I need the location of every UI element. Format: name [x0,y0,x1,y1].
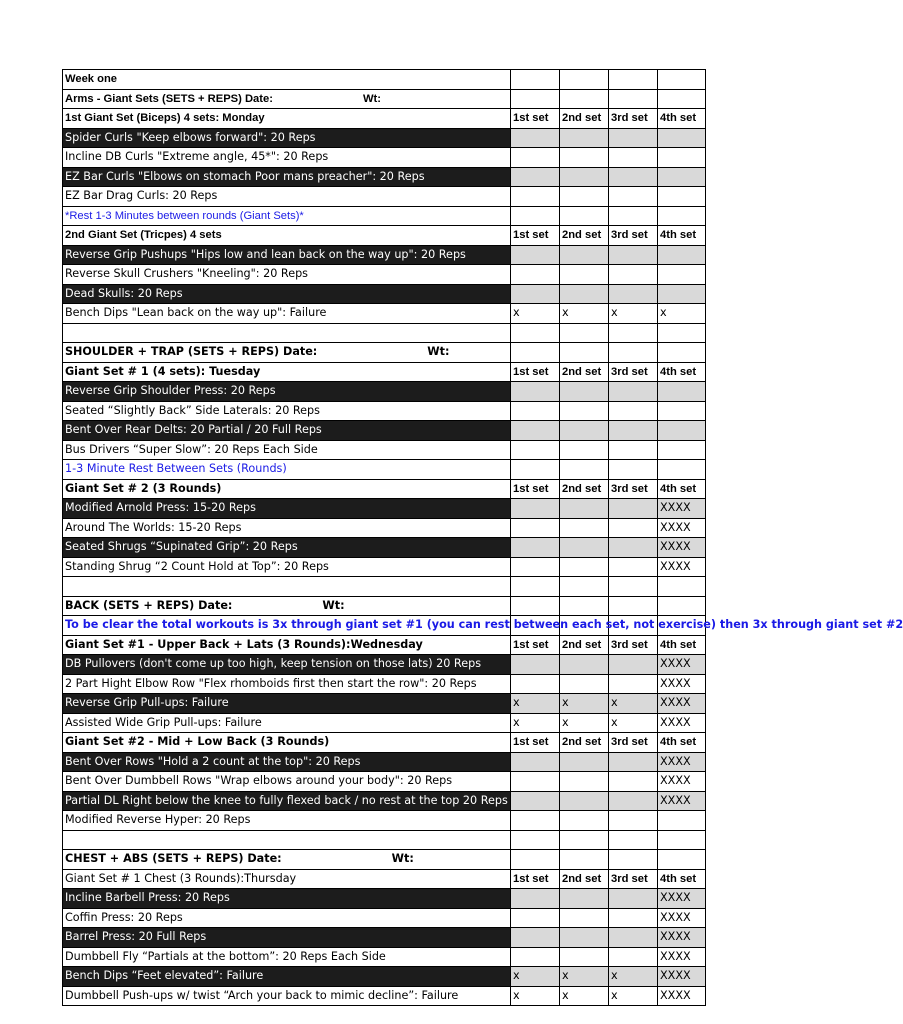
spacer-cell [511,577,560,597]
set-column-header: 3rd set [609,109,658,129]
set-cell[interactable] [609,674,658,694]
set-cell[interactable] [609,538,658,558]
set-column-header: 4th set [658,362,706,382]
set-column-header: 2nd set [560,109,609,129]
set-cell [609,596,658,616]
set-cell[interactable]: x [511,304,560,324]
set-cell[interactable]: x [560,967,609,987]
set-cell[interactable] [609,148,658,168]
set-cell[interactable]: XXXX [658,889,706,909]
exercise-row [63,947,706,967]
spacer-cell [560,577,609,597]
set-cell[interactable] [609,128,658,148]
exercise-row [63,187,706,207]
section-spacer-row [63,577,706,597]
set-cell[interactable]: x [609,967,658,987]
set-cell[interactable] [609,401,658,421]
exercise-row [63,538,706,558]
exercise-name: EZ Bar Drag Curls: 20 Reps [63,187,511,207]
set-cell[interactable] [560,889,609,909]
set-cell[interactable] [609,245,658,265]
set-cell [658,343,706,363]
set-cell[interactable] [560,655,609,675]
giant-set-header-row [63,635,706,655]
title-date-label: BACK (SETS + REPS) Date: [65,598,233,612]
exercise-name: Partial DL Right below the knee to fully flexed back / no rest at the top 20 Reps [63,791,511,811]
section-title [63,850,511,870]
exercise-name: Bent Over Dumbbell Rows "Wrap elbows around your body": 20 Reps [63,772,511,792]
set-cell[interactable] [609,284,658,304]
exercise-row [63,967,706,987]
set-cell[interactable] [560,772,609,792]
section-title-row [63,70,706,90]
spacer-cell [609,830,658,850]
section-title [63,89,511,109]
set-cell[interactable] [560,265,609,285]
set-cell[interactable] [511,791,560,811]
set-cell [609,206,658,226]
set-cell[interactable]: x [560,694,609,714]
set-cell [511,206,560,226]
set-cell[interactable] [658,382,706,402]
section-title-row [63,343,706,363]
set-column-header: 1st set [511,869,560,889]
set-cell [560,206,609,226]
section-title-row [63,596,706,616]
set-cell [560,343,609,363]
exercise-row [63,986,706,1006]
set-cell[interactable] [511,889,560,909]
exercise-row [63,655,706,675]
set-cell [560,596,609,616]
set-cell[interactable]: XXXX [658,928,706,948]
exercise-name: 2 Part Hight Elbow Row "Flex rhomboids first then start the row": 20 Reps [63,674,511,694]
set-cell[interactable] [609,811,658,831]
set-cell[interactable]: x [511,713,560,733]
set-cell[interactable]: x [511,694,560,714]
set-cell[interactable] [511,167,560,187]
set-cell[interactable] [511,245,560,265]
set-cell[interactable] [658,245,706,265]
exercise-name: DB Pullovers (don't come up too high, keep tension on those lats) 20 Reps [63,655,511,675]
set-cell[interactable] [511,655,560,675]
workout-sheet [62,69,903,1006]
exercise-row [63,499,706,519]
set-cell[interactable] [511,538,560,558]
spacer-cell [609,323,658,343]
set-column-header: 4th set [658,479,706,499]
spacer-cell [609,577,658,597]
set-cell[interactable] [658,128,706,148]
exercise-row [63,167,706,187]
set-cell[interactable] [511,148,560,168]
set-cell[interactable]: x [609,713,658,733]
set-cell[interactable] [511,265,560,285]
set-column-header: 2nd set [560,226,609,246]
giant-set-title: Giant Set # 2 (3 Rounds) [63,479,511,499]
set-cell[interactable]: XXXX [658,674,706,694]
set-cell[interactable] [560,382,609,402]
set-cell[interactable] [658,265,706,285]
set-cell[interactable] [560,791,609,811]
rest-note: *Rest 1-3 Minutes between rounds (Giant Sets)* [63,206,511,226]
set-cell [511,70,560,90]
set-cell[interactable] [511,772,560,792]
set-cell[interactable] [560,811,609,831]
exercise-row [63,284,706,304]
set-column-header: 4th set [658,635,706,655]
exercise-name: Coffin Press: 20 Reps [63,908,511,928]
set-cell [609,850,658,870]
set-cell[interactable]: XXXX [658,694,706,714]
spacer-cell [511,323,560,343]
set-cell[interactable] [560,148,609,168]
exercise-name: Barrel Press: 20 Full Reps [63,928,511,948]
spacer-cell [658,830,706,850]
set-cell[interactable] [609,421,658,441]
set-cell[interactable] [560,401,609,421]
set-column-header: 2nd set [560,479,609,499]
exercise-name: Dumbbell Fly “Partials at the bottom”: 20 Reps Each Side [63,947,511,967]
section-title [63,343,511,363]
set-cell[interactable] [560,674,609,694]
set-cell[interactable] [609,772,658,792]
exercise-row [63,421,706,441]
set-cell[interactable]: XXXX [658,557,706,577]
set-column-header: 2nd set [560,869,609,889]
exercise-name: Standing Shrug “2 Count Hold at Top”: 20 Reps [63,557,511,577]
set-cell[interactable] [609,928,658,948]
exercise-name: Around The Worlds: 15-20 Reps [63,518,511,538]
set-cell[interactable] [560,538,609,558]
exercise-row [63,752,706,772]
spacer-cell [63,577,511,597]
set-cell [609,89,658,109]
set-cell[interactable]: XXXX [658,986,706,1006]
exercise-row [63,908,706,928]
set-cell[interactable] [658,440,706,460]
set-cell[interactable] [560,557,609,577]
giant-set-title: Giant Set #2 - Mid + Low Back (3 Rounds) [63,733,511,753]
exercise-row [63,460,706,480]
set-cell[interactable] [609,167,658,187]
set-cell[interactable]: x [560,304,609,324]
set-cell[interactable] [511,674,560,694]
set-cell[interactable] [560,928,609,948]
exercise-name: Seated “Slightly Back” Side Laterals: 20 Reps [63,401,511,421]
exercise-name: Dumbbell Push-ups w/ twist “Arch your back to mimic decline”: Failure [63,986,511,1006]
set-cell[interactable]: XXXX [658,791,706,811]
spacer-cell [658,577,706,597]
spacer-cell [511,830,560,850]
set-cell [511,596,560,616]
sheet-body [63,70,903,1006]
set-cell[interactable] [609,265,658,285]
set-cell[interactable] [609,791,658,811]
exercise-row [63,928,706,948]
set-cell[interactable] [511,947,560,967]
spacer-cell [560,323,609,343]
set-column-header: 1st set [511,733,560,753]
set-cell[interactable] [560,947,609,967]
rest-note: 1-3 Minute Rest Between Sets (Rounds) [63,460,511,480]
set-cell [511,343,560,363]
giant-set-header-row [63,226,706,246]
set-column-header: 2nd set [560,362,609,382]
set-cell [511,850,560,870]
set-column-header: 3rd set [609,635,658,655]
exercise-row [63,440,706,460]
set-cell[interactable]: x [560,713,609,733]
exercise-row [63,401,706,421]
giant-set-header-row [63,479,706,499]
set-cell[interactable]: XXXX [658,772,706,792]
set-cell[interactable] [511,518,560,538]
exercise-row [63,811,706,831]
spacer-cell [63,323,511,343]
set-cell[interactable]: x [511,986,560,1006]
set-cell [658,89,706,109]
set-cell[interactable] [658,284,706,304]
set-cell[interactable] [511,187,560,207]
set-cell[interactable] [560,499,609,519]
set-cell [560,460,609,480]
exercise-row [63,557,706,577]
set-cell [609,343,658,363]
exercise-name: Modified Reverse Hyper: 20 Reps [63,811,511,831]
set-cell[interactable] [609,752,658,772]
spacer-cell [63,830,511,850]
giant-set-title: Giant Set # 1 Chest (3 Rounds):Thursday [63,869,511,889]
set-cell[interactable]: x [609,694,658,714]
set-cell[interactable] [511,401,560,421]
set-cell[interactable] [658,148,706,168]
set-cell[interactable] [609,557,658,577]
exercise-row [63,713,706,733]
set-cell[interactable] [658,401,706,421]
set-cell[interactable] [658,187,706,207]
section-title-row [63,850,706,870]
set-cell[interactable]: XXXX [658,752,706,772]
set-cell [658,850,706,870]
set-cell [658,70,706,90]
exercise-row [63,518,706,538]
set-cell [658,596,706,616]
set-cell[interactable]: XXXX [658,538,706,558]
set-column-header: 3rd set [609,226,658,246]
giant-set-header-row [63,362,706,382]
set-cell[interactable]: XXXX [658,947,706,967]
exercise-row [63,128,706,148]
set-column-header: 1st set [511,362,560,382]
set-cell[interactable] [511,440,560,460]
section-title: Week one [63,70,511,90]
set-cell[interactable]: x [511,967,560,987]
exercise-row [63,889,706,909]
exercise-row [63,772,706,792]
set-cell[interactable]: XXXX [658,713,706,733]
set-cell[interactable]: x [609,986,658,1006]
set-cell[interactable] [609,889,658,909]
set-cell[interactable]: XXXX [658,499,706,519]
exercise-row [63,304,706,324]
set-cell[interactable] [560,440,609,460]
set-cell[interactable] [609,655,658,675]
set-cell[interactable] [658,811,706,831]
set-cell[interactable]: x [560,986,609,1006]
giant-set-header-row [63,869,706,889]
set-cell [560,89,609,109]
set-column-header: 3rd set [609,733,658,753]
set-cell[interactable] [560,245,609,265]
title-wt-label: Wt: [391,852,414,866]
exercise-row [63,791,706,811]
exercise-name: Reverse Grip Pull-ups: Failure [63,694,511,714]
set-cell[interactable] [609,947,658,967]
exercise-name: Bent Over Rows "Hold a 2 count at the top": 20 Reps [63,752,511,772]
title-date-label: Arms - Giant Sets (SETS + REPS) Date: [65,92,273,105]
set-column-header: 1st set [511,635,560,655]
set-cell[interactable] [609,499,658,519]
set-cell [658,460,706,480]
set-cell[interactable] [511,811,560,831]
exercise-name: Bus Drivers “Super Slow”: 20 Reps Each Side [63,440,511,460]
set-column-header: 4th set [658,733,706,753]
exercise-name: Modified Arnold Press: 15-20 Reps [63,499,511,519]
exercise-name: Assisted Wide Grip Pull-ups: Failure [63,713,511,733]
set-column-header: 3rd set [609,362,658,382]
set-cell[interactable]: XXXX [658,967,706,987]
exercise-name: Incline Barbell Press: 20 Reps [63,889,511,909]
title-wt-label: Wt: [427,345,450,359]
set-column-header: 1st set [511,226,560,246]
set-cell [511,89,560,109]
section-spacer-row [63,323,706,343]
set-cell[interactable] [560,518,609,538]
exercise-row [63,694,706,714]
set-column-header: 4th set [658,109,706,129]
exercise-name: Dead Skulls: 20 Reps [63,284,511,304]
set-cell [609,70,658,90]
set-cell[interactable] [658,421,706,441]
exercise-row [63,674,706,694]
spacer-cell [658,323,706,343]
set-cell [609,460,658,480]
rest-note: To be clear the total workouts is 3x through giant set #1 (you can rest between each set, not exercise) then 3x through giant set #2 [63,616,511,636]
exercise-row [63,245,706,265]
set-cell[interactable] [560,421,609,441]
set-cell[interactable] [609,382,658,402]
section-title [63,596,511,616]
set-cell[interactable] [511,284,560,304]
exercise-name: Reverse Skull Crushers "Kneeling": 20 Reps [63,265,511,285]
set-cell [511,460,560,480]
set-cell[interactable]: XXXX [658,908,706,928]
exercise-name: Reverse Grip Pushups "Hips low and lean back on the way up": 20 Reps [63,245,511,265]
exercise-name: Bench Dips “Feet elevated”: Failure [63,967,511,987]
set-cell[interactable]: XXXX [658,655,706,675]
set-cell[interactable] [511,928,560,948]
set-cell[interactable] [511,128,560,148]
set-cell[interactable] [560,128,609,148]
title-date-label: SHOULDER + TRAP (SETS + REPS) Date: [65,345,318,359]
spacer-cell [560,830,609,850]
set-cell[interactable] [560,752,609,772]
title-wt-label: Wt: [362,92,381,105]
exercise-row [63,148,706,168]
set-cell[interactable] [560,187,609,207]
set-cell[interactable] [560,284,609,304]
exercise-name: Seated Shrugs “Supinated Grip”: 20 Reps [63,538,511,558]
set-cell [658,206,706,226]
set-cell [560,850,609,870]
title-date-label: CHEST + ABS (SETS + REPS) Date: [65,852,282,866]
set-column-header: 4th set [658,226,706,246]
set-cell[interactable]: x [658,304,706,324]
exercise-name: Reverse Grip Shoulder Press: 20 Reps [63,382,511,402]
set-column-header: 3rd set [609,479,658,499]
set-column-header: 1st set [511,109,560,129]
set-column-header: 4th set [658,869,706,889]
giant-set-header-row [63,109,706,129]
exercise-name: Bench Dips "Lean back on the way up": Failure [63,304,511,324]
set-column-header: 3rd set [609,869,658,889]
set-cell[interactable] [511,752,560,772]
set-cell[interactable] [511,908,560,928]
exercise-row [63,382,706,402]
set-cell[interactable] [511,421,560,441]
giant-set-title: Giant Set # 1 (4 sets): Tuesday [63,362,511,382]
set-cell[interactable] [658,167,706,187]
giant-set-title: 2nd Giant Set (Tricpes) 4 sets [63,226,511,246]
exercise-name: Incline DB Curls "Extreme angle, 45*": 20 Reps [63,148,511,168]
section-title-row [63,89,706,109]
set-cell [560,70,609,90]
exercise-row [63,206,706,226]
set-cell[interactable] [560,167,609,187]
exercise-row [63,265,706,285]
set-cell[interactable] [609,518,658,538]
set-column-header: 1st set [511,479,560,499]
set-cell[interactable] [560,908,609,928]
exercise-name: Spider Curls "Keep elbows forward": 20 Reps [63,128,511,148]
set-cell[interactable] [609,440,658,460]
set-cell[interactable] [511,382,560,402]
exercise-name: EZ Bar Curls "Elbows on stomach Poor mans preacher": 20 Reps [63,167,511,187]
section-spacer-row [63,830,706,850]
giant-set-title: Giant Set #1 - Upper Back + Lats (3 Rounds):Wednesday [63,635,511,655]
set-cell[interactable]: XXXX [658,518,706,538]
set-column-header: 2nd set [560,635,609,655]
exercise-row [63,616,706,636]
giant-set-title: 1st Giant Set (Biceps) 4 sets: Monday [63,109,511,129]
title-wt-label: Wt: [322,598,345,612]
set-cell[interactable] [511,499,560,519]
set-cell[interactable] [511,557,560,577]
set-cell[interactable]: x [609,304,658,324]
giant-set-header-row [63,733,706,753]
set-cell[interactable] [609,187,658,207]
set-cell[interactable] [609,908,658,928]
exercise-name: Bent Over Rear Delts: 20 Partial / 20 Full Reps [63,421,511,441]
set-column-header: 2nd set [560,733,609,753]
